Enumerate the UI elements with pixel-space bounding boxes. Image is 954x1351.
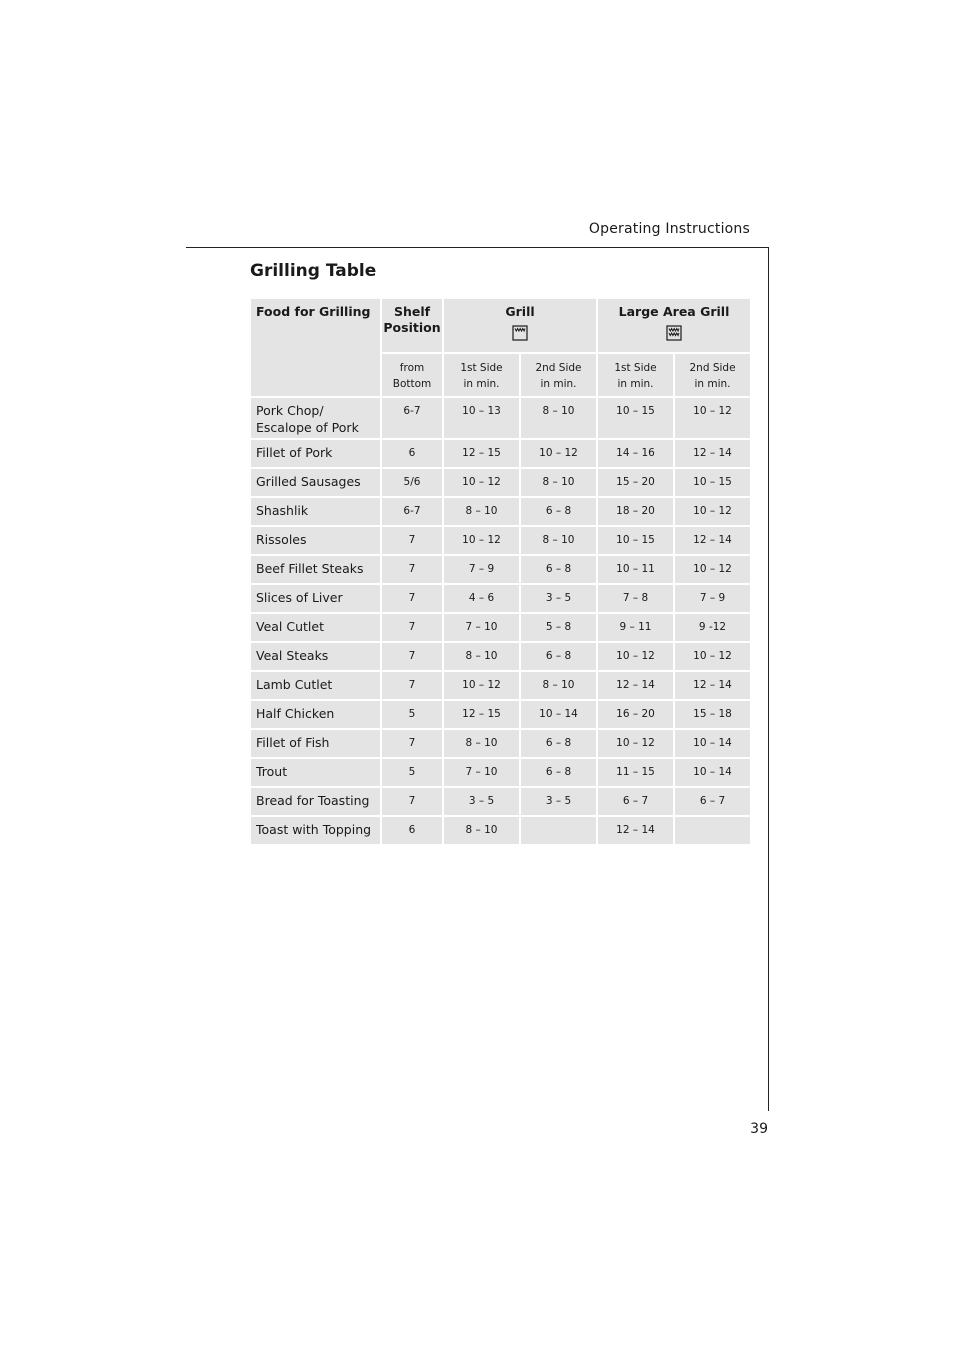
table-row [251,527,750,554]
large-area-grill-icon [666,325,682,341]
large-side2-cell: 12 – 14 [675,440,750,467]
food-cell: Trout [251,759,380,786]
grill-side1-cell: 10 – 12 [444,469,519,496]
large-side2-cell: 10 – 15 [675,469,750,496]
grill-side1-cell: 7 – 9 [444,556,519,583]
grilling-table [249,297,752,846]
large-side1-cell: 10 – 15 [598,527,673,554]
header-grill [444,299,596,352]
grill-side1-cell: 10 – 13 [444,398,519,438]
table-row [251,585,750,612]
table-row [251,788,750,815]
grill-side2-cell: 8 – 10 [521,469,596,496]
shelf-cell: 7 [382,556,442,583]
table-row [251,398,750,438]
food-cell: Half Chicken [251,701,380,728]
large-side2-cell: 12 – 14 [675,672,750,699]
large-side2-cell: 9 -12 [675,614,750,641]
header-large-side1-line2: in min. [617,378,654,390]
large-side1-cell: 15 – 20 [598,469,673,496]
large-side1-cell: 6 – 7 [598,788,673,815]
shelf-cell: 6-7 [382,398,442,438]
large-side2-cell: 12 – 14 [675,527,750,554]
large-side1-cell: 10 – 12 [598,643,673,670]
grill-side2-cell: 5 – 8 [521,614,596,641]
large-side1-cell: 14 – 16 [598,440,673,467]
header-grill-side2-line2: in min. [540,378,577,390]
header-shelf [382,299,442,352]
header-large-grill-label: Large Area Grill [618,304,730,319]
large-side1-cell: 7 – 8 [598,585,673,612]
large-side1-cell: 12 – 14 [598,817,673,844]
grill-side1-cell: 3 – 5 [444,788,519,815]
grill-side1-cell: 8 – 10 [444,498,519,525]
table-row [251,672,750,699]
food-cell: Beef Fillet Steaks [251,556,380,583]
side-rule [768,247,769,1111]
grill-side1-cell: 10 – 12 [444,672,519,699]
food-cell: Veal Cutlet [251,614,380,641]
large-side1-cell: 10 – 12 [598,730,673,757]
food-cell: Slices of Liver [251,585,380,612]
food-cell: Pork Chop/ Escalope of Pork [251,398,380,438]
large-side2-cell: 6 – 7 [675,788,750,815]
table-row [251,556,750,583]
grill-side2-cell: 8 – 10 [521,527,596,554]
header-shelf-line2: Position [383,320,441,335]
header-shelf-sub-line2: Bottom [392,378,432,390]
large-side1-cell: 10 – 15 [598,398,673,438]
food-cell: Toast with Topping [251,817,380,844]
shelf-cell: 5 [382,701,442,728]
large-side2-cell: 10 – 14 [675,759,750,786]
large-side2-cell: 10 – 14 [675,730,750,757]
grill-side2-cell: 8 – 10 [521,672,596,699]
food-cell: Bread for Toasting [251,788,380,815]
shelf-cell: 6 [382,440,442,467]
large-side1-cell: 18 – 20 [598,498,673,525]
grill-side2-cell: 8 – 10 [521,398,596,438]
large-side2-cell: 10 – 12 [675,643,750,670]
large-side2-cell: 15 – 18 [675,701,750,728]
section-title: Grilling Table [250,261,377,281]
header-grill-label: Grill [505,304,535,319]
header-shelf-sub [382,354,442,396]
table-row [251,817,750,844]
shelf-cell: 7 [382,672,442,699]
large-side2-cell: 10 – 12 [675,556,750,583]
shelf-cell: 6-7 [382,498,442,525]
grill-side1-cell: 8 – 10 [444,730,519,757]
shelf-cell: 6 [382,817,442,844]
header-large-side1-line1: 1st Side [614,362,657,374]
header-food: Food for Grilling [251,299,380,396]
header-shelf-sub-line1: from [399,362,425,374]
table-row [251,614,750,641]
header-grill-side2-line1: 2nd Side [535,362,582,374]
grill-side1-cell: 10 – 12 [444,527,519,554]
food-cell: Lamb Cutlet [251,672,380,699]
shelf-cell: 7 [382,643,442,670]
header-large-side2-line1: 2nd Side [689,362,736,374]
food-cell: Veal Steaks [251,643,380,670]
header-large-side2 [675,354,750,396]
header-rule [186,247,769,248]
header-large-side1 [598,354,673,396]
grill-side2-cell: 10 – 12 [521,440,596,467]
grill-side1-cell: 4 – 6 [444,585,519,612]
table-row [251,759,750,786]
grill-side1-cell: 7 – 10 [444,759,519,786]
food-cell: Shashlik [251,498,380,525]
shelf-cell: 5/6 [382,469,442,496]
running-header: Operating Instructions [588,221,750,237]
grill-icon [512,325,528,341]
grill-side2-cell: 6 – 8 [521,643,596,670]
large-side1-cell: 11 – 15 [598,759,673,786]
food-cell: Fillet of Fish [251,730,380,757]
large-side2-cell: 10 – 12 [675,498,750,525]
large-side2-cell [675,817,750,844]
shelf-cell: 7 [382,527,442,554]
header-shelf-line1: Shelf [393,304,431,319]
header-grill-side2 [521,354,596,396]
shelf-cell: 7 [382,730,442,757]
grill-side1-cell: 12 – 15 [444,440,519,467]
large-side2-cell: 7 – 9 [675,585,750,612]
grill-side1-cell: 8 – 10 [444,643,519,670]
table-body [251,398,750,844]
page-number: 39 [750,1121,768,1137]
table-row [251,730,750,757]
large-side1-cell: 12 – 14 [598,672,673,699]
food-cell: Rissoles [251,527,380,554]
food-cell: Grilled Sausages [251,469,380,496]
grill-side2-cell: 10 – 14 [521,701,596,728]
large-side2-cell: 10 – 12 [675,398,750,438]
grill-side2-cell: 6 – 8 [521,556,596,583]
table-row [251,701,750,728]
grill-side2-cell: 6 – 8 [521,759,596,786]
shelf-cell: 7 [382,788,442,815]
header-grill-side1-line2: in min. [463,378,500,390]
table-row [251,469,750,496]
header-grill-side1-line1: 1st Side [460,362,503,374]
table-row [251,498,750,525]
grill-side1-cell: 8 – 10 [444,817,519,844]
food-cell: Fillet of Pork [251,440,380,467]
header-large-side2-line2: in min. [694,378,731,390]
grill-side2-cell: 3 – 5 [521,585,596,612]
header-grill-side1 [444,354,519,396]
grill-side1-cell: 12 – 15 [444,701,519,728]
large-side1-cell: 16 – 20 [598,701,673,728]
header-large-grill [598,299,750,352]
grill-side2-cell: 6 – 8 [521,498,596,525]
large-side1-cell: 10 – 11 [598,556,673,583]
table-row [251,440,750,467]
grill-side2-cell: 3 – 5 [521,788,596,815]
grill-side2-cell [521,817,596,844]
table-row [251,643,750,670]
grill-side2-cell: 6 – 8 [521,730,596,757]
shelf-cell: 7 [382,585,442,612]
grill-side1-cell: 7 – 10 [444,614,519,641]
large-side1-cell: 9 – 11 [598,614,673,641]
shelf-cell: 7 [382,614,442,641]
shelf-cell: 5 [382,759,442,786]
